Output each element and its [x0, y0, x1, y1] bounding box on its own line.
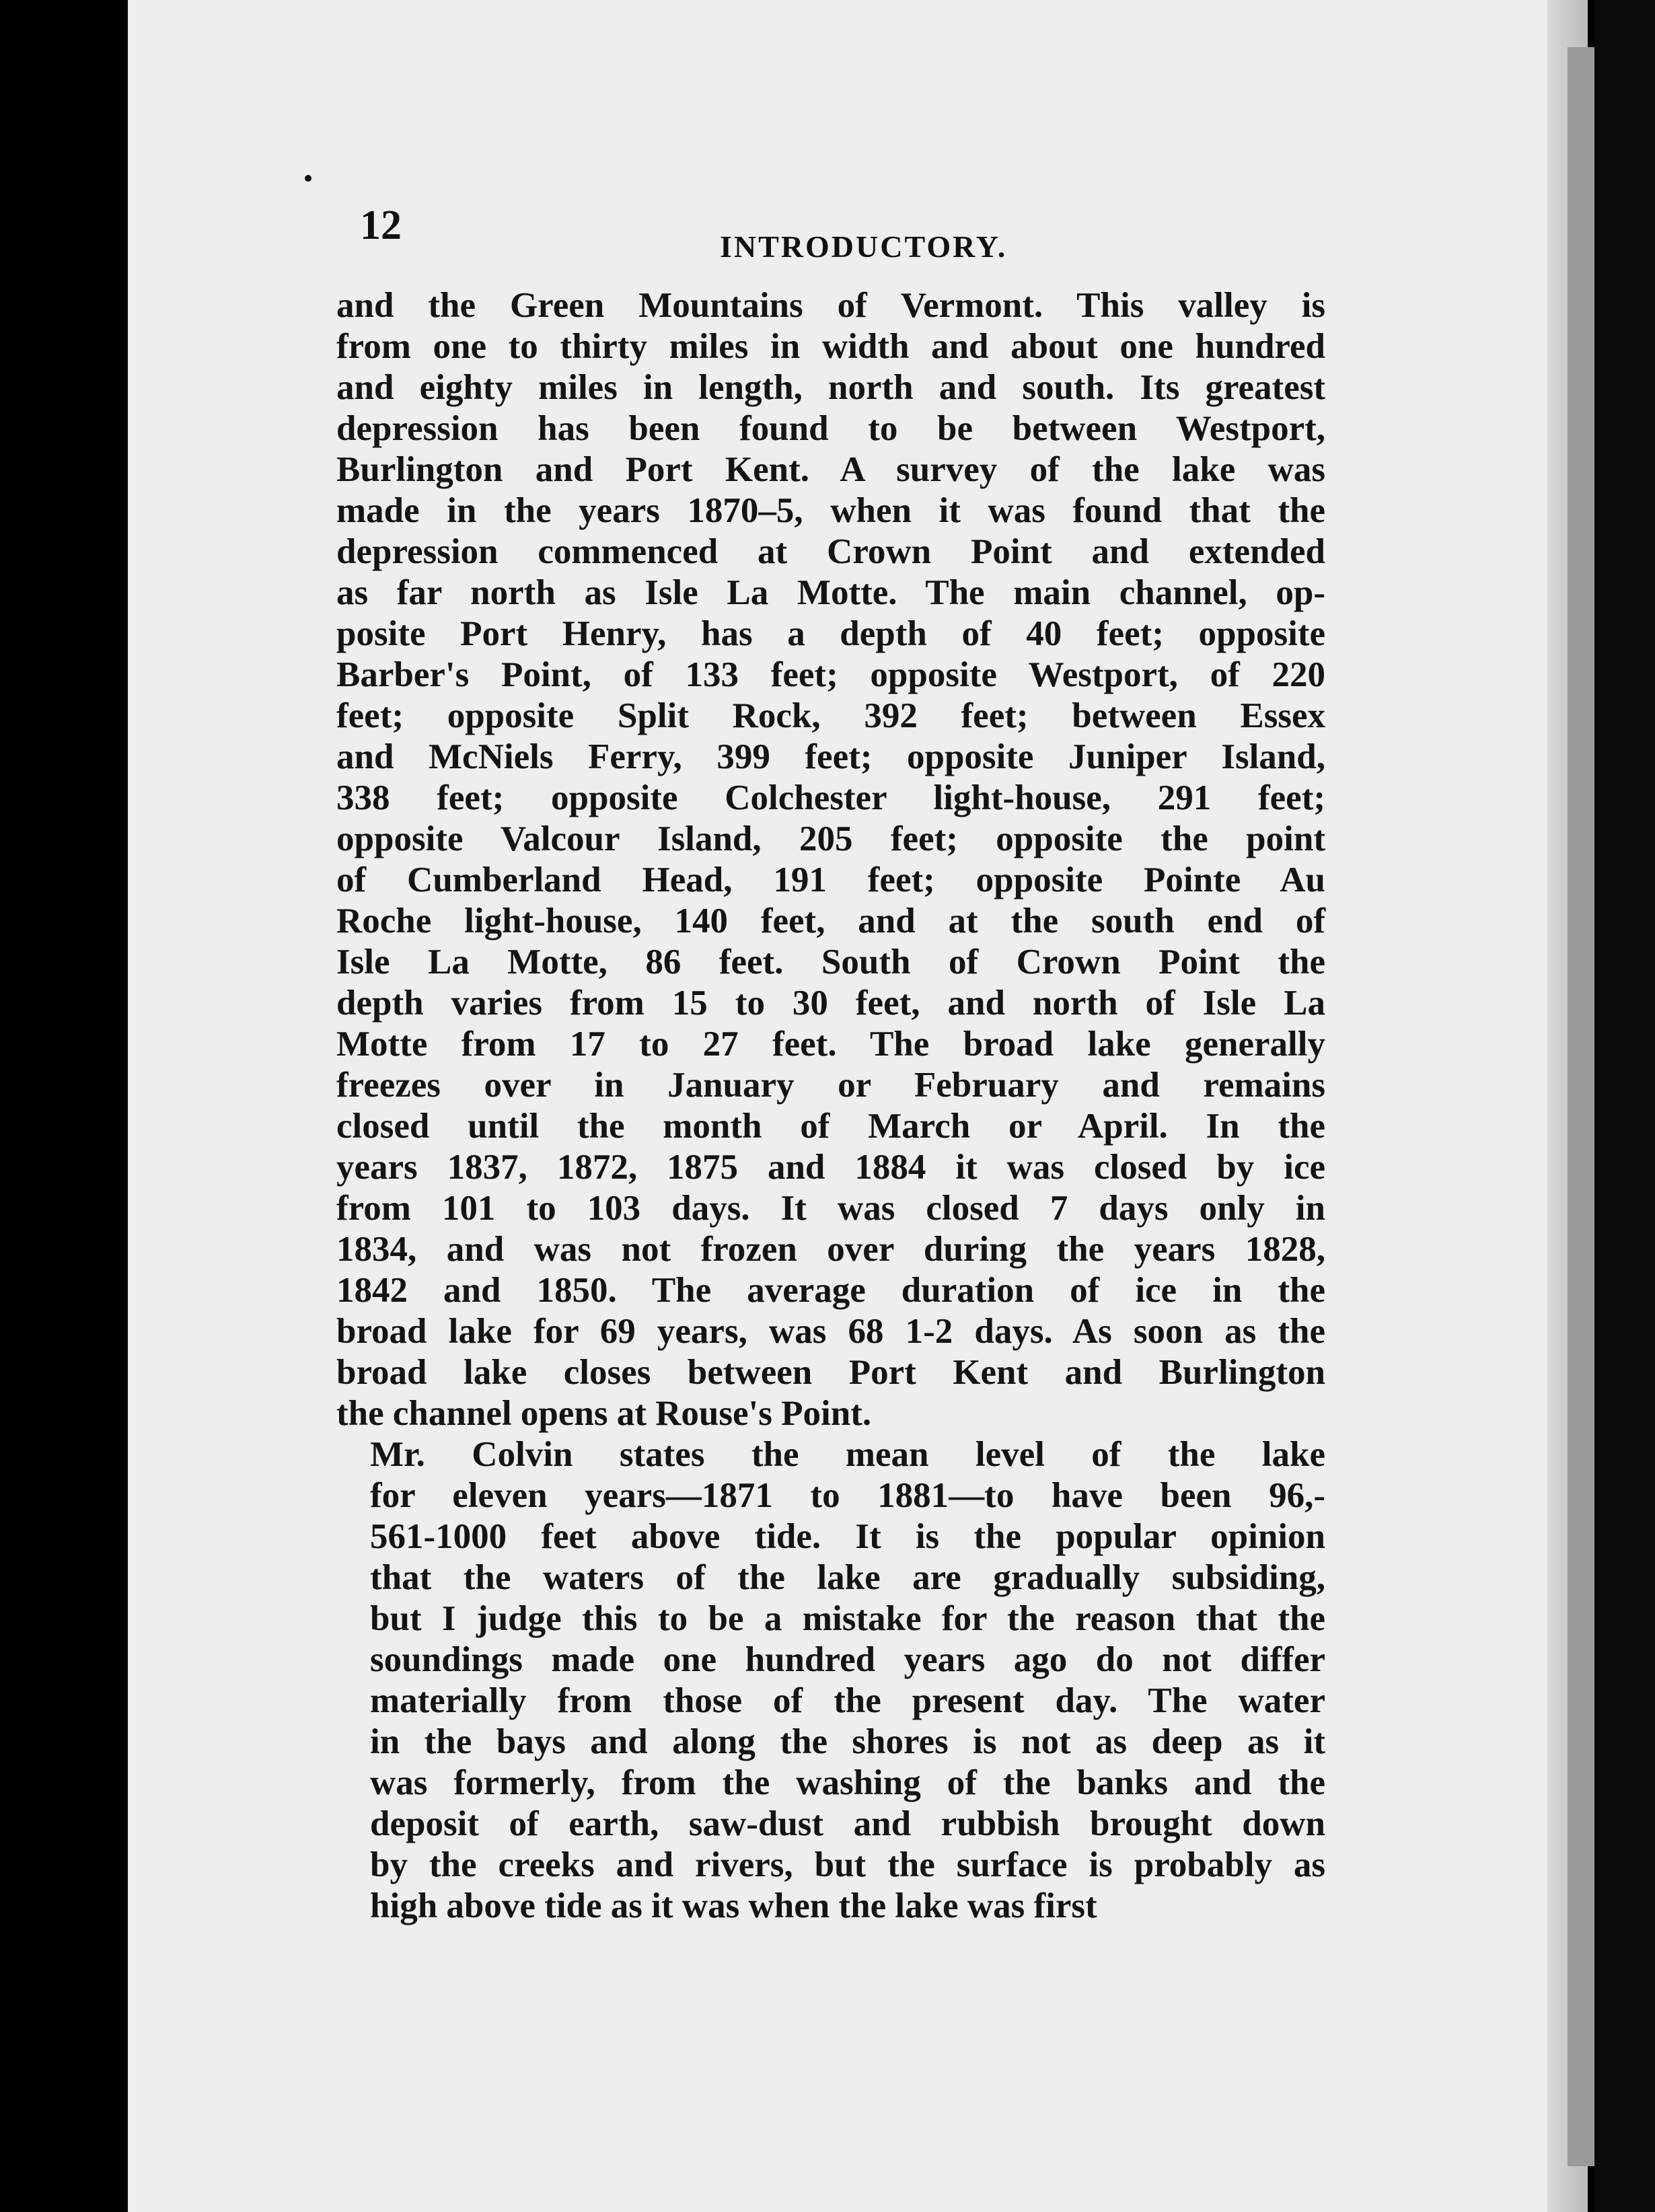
text-line: 1842 and 1850. The average duration of ice in the: [336, 1271, 1325, 1310]
text-line: that the waters of the lake are gradually subsiding,: [370, 1558, 1325, 1597]
body-text: [336, 285, 1325, 1927]
text-line: Barber's Point, of 133 feet; opposite Westport, of 220: [336, 655, 1325, 694]
text-line: made in the years 1870–5, when it was found that the: [336, 491, 1325, 530]
text-line: Motte from 17 to 27 feet. The broad lake generally: [336, 1025, 1325, 1064]
scan-dark-edge: [1594, 0, 1655, 2212]
text-line: the channel opens at Rouse's Point.: [336, 1394, 872, 1433]
text-line: was formerly, from the washing of the banks and the: [370, 1763, 1325, 1802]
text-line: 1834, and was not frozen over during the years 1828,: [336, 1230, 1325, 1269]
text-line: and McNiels Ferry, 399 feet; opposite Juniper Island,: [336, 737, 1325, 776]
text-line: years 1837, 1872, 1875 and 1884 it was closed by ice: [336, 1148, 1325, 1187]
text-line: depth varies from 15 to 30 feet, and north of Isle La: [336, 984, 1325, 1023]
text-line: as far north as Isle La Motte. The main channel, op-: [336, 573, 1325, 612]
text-line: but I judge this to be a mistake for the reason that the: [370, 1599, 1325, 1638]
text-line: broad lake closes between Port Kent and Burlington: [336, 1353, 1325, 1392]
text-line: and the Green Mountains of Vermont. This valley is: [336, 286, 1325, 325]
text-line: from 101 to 103 days. It was closed 7 days only in: [336, 1189, 1325, 1228]
running-head: INTRODUCTORY.: [720, 229, 1008, 264]
text-line: posite Port Henry, has a depth of 40 feet; opposite: [336, 614, 1325, 653]
paragraph-lake-level: [336, 1434, 1325, 1927]
scan-speck: [305, 175, 311, 182]
text-line: opposite Valcour Island, 205 feet; opposite the point: [336, 819, 1325, 858]
text-line: for eleven years—1871 to 1881—to have been 96,-: [370, 1476, 1325, 1515]
text-line: depression has been found to be between Westport,: [336, 409, 1325, 448]
text-line: in the bays and along the shores is not as deep as it: [370, 1722, 1325, 1761]
text-line: broad lake for 69 years, was 68 1-2 days. As soon as the: [336, 1312, 1325, 1351]
page-header: [360, 202, 1329, 269]
text-line: and eighty miles in length, north and south. Its greatest: [336, 368, 1325, 407]
text-line: depression commenced at Crown Point and extended: [336, 532, 1325, 571]
text-line: Burlington and Port Kent. A survey of the lake was: [336, 450, 1325, 489]
text-line: materially from those of the present day. The water: [370, 1681, 1325, 1720]
page-number: 12: [360, 202, 402, 248]
text-line: 338 feet; opposite Colchester light-house, 291 feet;: [336, 778, 1325, 817]
text-line: 561-1000 feet above tide. It is the popular opinion: [370, 1517, 1325, 1556]
text-line: Isle La Motte, 86 feet. South of Crown Point the: [336, 943, 1325, 982]
text-line: closed until the month of March or April. In the: [336, 1107, 1325, 1146]
text-line: Roche light-house, 140 feet, and at the south end of: [336, 901, 1325, 941]
text-line: freezes over in January or February and remains: [336, 1066, 1325, 1105]
text-line: Mr. Colvin states the mean level of the lake: [370, 1435, 1325, 1474]
page-binding-strip: [1568, 47, 1594, 2166]
text-line: deposit of earth, saw-dust and rubbish brought down: [370, 1804, 1325, 1843]
text-line: by the creeks and rivers, but the surface is probably as: [370, 1845, 1325, 1884]
text-line: of Cumberland Head, 191 feet; opposite Pointe Au: [336, 860, 1325, 899]
text-line: high above tide as it was when the lake was first: [370, 1886, 1097, 1925]
text-line: feet; opposite Split Rock, 392 feet; between Essex: [336, 696, 1325, 735]
text-line: from one to thirty miles in width and about one hundred: [336, 327, 1325, 366]
text-line: soundings made one hundred years ago do not differ: [370, 1640, 1325, 1679]
paragraph-lake-depth: [336, 285, 1325, 1434]
